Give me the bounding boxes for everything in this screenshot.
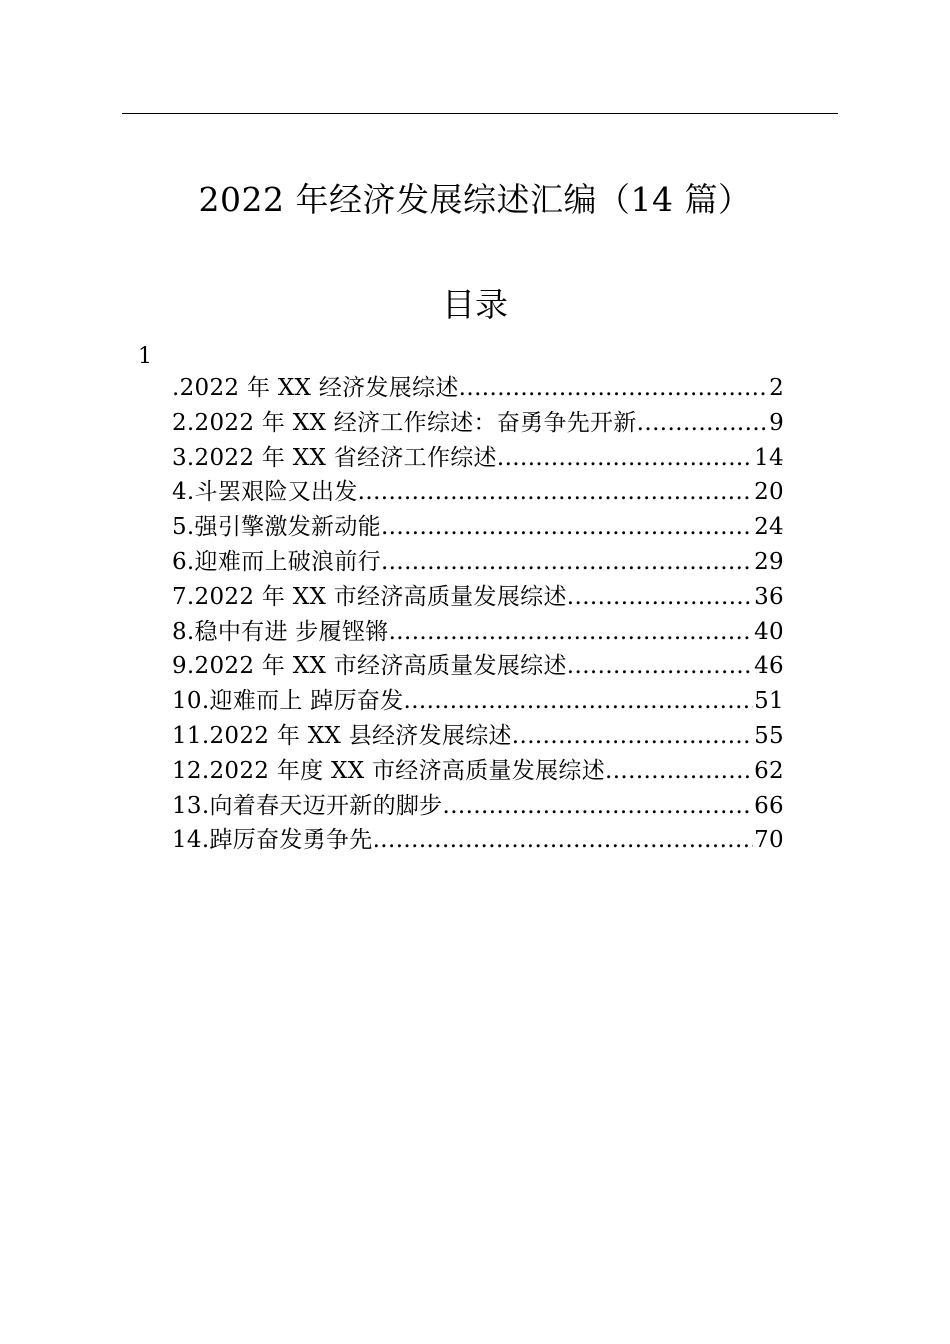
toc-entry-page: 66 xyxy=(754,792,784,819)
toc-entry-page: 55 xyxy=(754,722,784,749)
header-rule xyxy=(122,113,838,114)
toc-entry[interactable] xyxy=(172,789,784,824)
toc-entry[interactable] xyxy=(172,510,784,545)
toc-entry[interactable] xyxy=(172,545,784,580)
toc-entry-title: 12.2022 年度 XX 市经济高质量发展综述 xyxy=(172,757,605,784)
toc-entry-page: 62 xyxy=(754,757,784,784)
toc-leader-dots xyxy=(567,580,753,615)
toc-entry[interactable] xyxy=(172,754,784,789)
toc-entry-title: 3.2022 年 XX 省经济工作综述 xyxy=(172,444,497,471)
toc-entry-title: 6.迎难而上破浪前行 xyxy=(172,548,381,575)
toc-entry[interactable] xyxy=(172,580,784,615)
toc-leader-dots xyxy=(358,475,753,510)
toc-leader-dots xyxy=(381,510,753,545)
toc-entry-page: 36 xyxy=(754,583,784,610)
toc-entry-title: .2022 年 XX 经济发展综述 xyxy=(172,375,459,401)
toc-entry-title: 9.2022 年 XX 市经济高质量发展综述 xyxy=(172,653,567,680)
document-title: 2022 年经济发展综述汇编（14 篇） xyxy=(198,180,752,219)
toc-entry-page: 51 xyxy=(754,688,784,715)
toc-entry[interactable] xyxy=(172,371,784,406)
toc-entry-page: 20 xyxy=(754,479,784,506)
toc-entry[interactable] xyxy=(172,441,784,476)
toc-entry[interactable] xyxy=(172,823,784,858)
toc-entry[interactable] xyxy=(172,475,784,510)
toc-entry-page: 24 xyxy=(754,514,784,541)
toc-entry[interactable] xyxy=(172,649,784,684)
toc-leader-dots xyxy=(605,754,753,789)
toc-entry-title: 2.2022 年 XX 经济工作综述：奋勇争先开新 xyxy=(172,409,637,436)
toc-entry-page: 2 xyxy=(769,375,784,401)
toc-entry-page: 14 xyxy=(754,444,784,471)
toc-leader-dots xyxy=(404,684,754,719)
toc-entry-page: 46 xyxy=(754,653,784,680)
toc-leader-dots xyxy=(567,649,753,684)
toc-leader-dots xyxy=(389,615,754,650)
toc-entry-title: 14.踔厉奋发勇争先 xyxy=(172,827,373,854)
list-number: 1 xyxy=(138,344,152,369)
toc-entry-title: 8.稳中有进 步履铿锵 xyxy=(172,618,389,645)
toc-leader-dots xyxy=(637,406,768,441)
toc-entry-page: 9 xyxy=(769,409,784,436)
toc-entry[interactable] xyxy=(172,406,784,441)
toc-entry-title: 7.2022 年 XX 市经济高质量发展综述 xyxy=(172,583,567,610)
toc-entry-title: 13.向着春天迈开新的脚步 xyxy=(172,792,443,819)
toc-leader-dots xyxy=(459,371,768,406)
toc-leader-dots xyxy=(497,441,753,476)
toc-entry-page: 29 xyxy=(754,548,784,575)
toc-entry-title: 5.强引擎激发新动能 xyxy=(172,514,381,541)
toc-entry[interactable] xyxy=(172,719,784,754)
toc-entry[interactable] xyxy=(172,615,784,650)
toc-entry-page: 70 xyxy=(754,827,784,854)
toc-leader-dots xyxy=(512,719,753,754)
toc-entry[interactable] xyxy=(172,684,784,719)
toc-heading: 目录 xyxy=(442,285,508,324)
toc-leader-dots xyxy=(442,789,753,824)
toc-entry-title: 4.斗罢艰险又出发 xyxy=(172,479,358,506)
toc-entry-title: 10.迎难而上 踔厉奋发 xyxy=(172,688,404,715)
toc-entry-title: 11.2022 年 XX 县经济发展综述 xyxy=(172,722,512,749)
toc-leader-dots xyxy=(381,545,753,580)
toc-entry-page: 40 xyxy=(754,618,784,645)
table-of-contents xyxy=(172,371,784,858)
toc-leader-dots xyxy=(373,823,754,858)
